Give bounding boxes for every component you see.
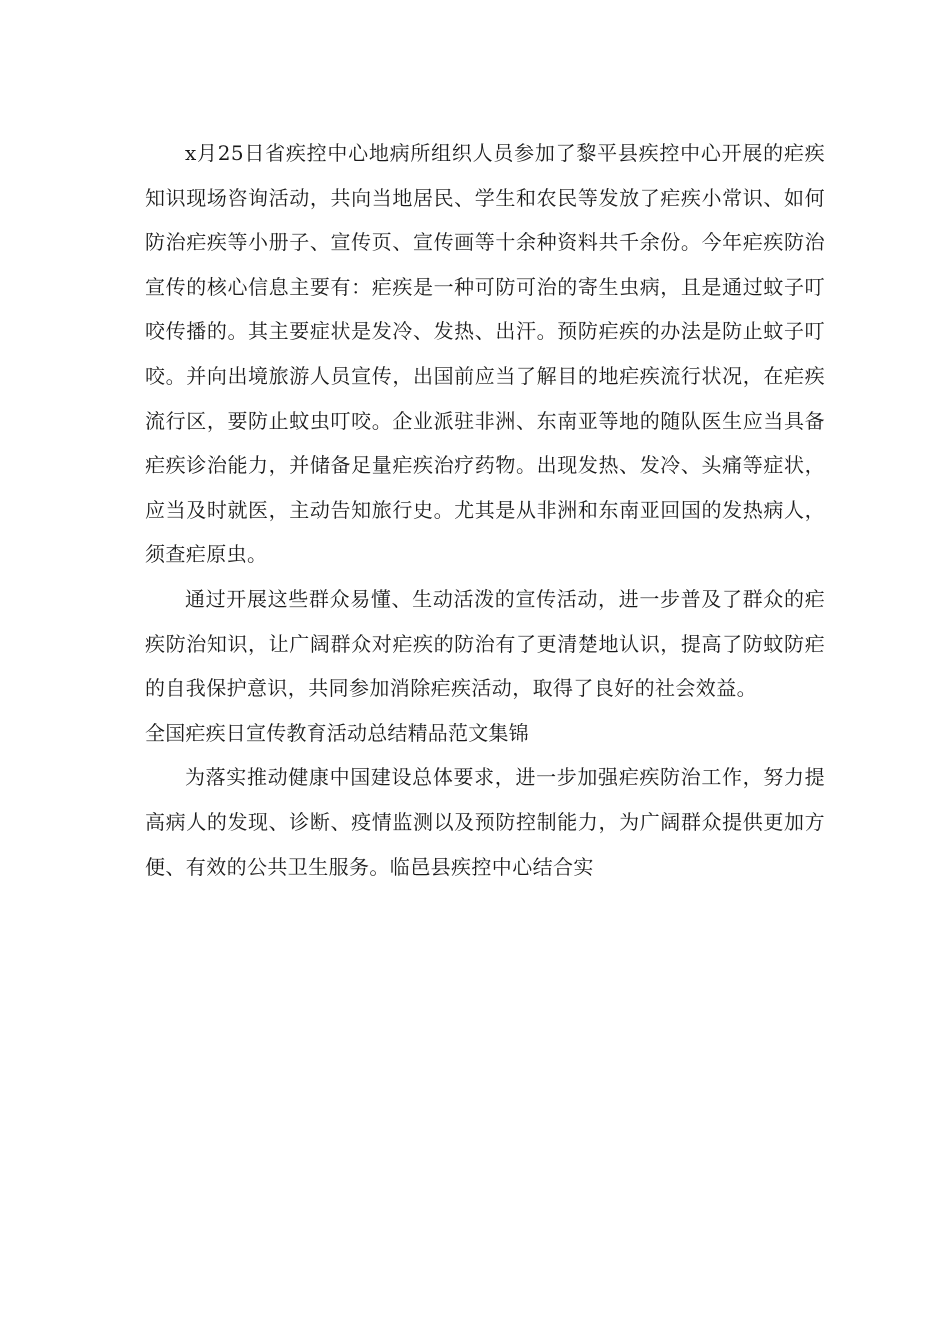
- document-body: [145, 131, 825, 889]
- section-heading: 全国疟疾日宣传教育活动总结精品范文集锦: [145, 720, 529, 745]
- paragraph-campaign-results: 通过开展这些群众易懂、生动活泼的宣传活动，进一步普及了群众的疟疾防治知识，让广阔群众对疟疾的防治有了更清楚地认识，提高了防蚊防疟的自我保护意识，共同参加消除疟疾活动，取得了良好的社会效益。: [145, 586, 825, 701]
- paragraph-linyi-intro: 为落实推动健康中国建设总体要求，进一步加强疟疾防治工作，努力提高病人的发现、诊断、疫情监测以及预防控制能力，为广阔群众提供更加方便、有效的公共卫生服务。临邑县疾控中心结合实: [145, 765, 825, 879]
- paragraph-malaria-consultation: x月25日省疾控中心地病所组织人员参加了黎平县疾控中心开展的疟疾知识现场咨询活动，共向当地居民、学生和农民等发放了疟疾小常识、如何防治疟疾等小册子、宣传页、宣传画等十余种资料共千余份。今年疟疾防治宣传的核心信息主要有：疟疾是一种可防可治的寄生虫病，且是通过蚊子叮咬传播的。其主要症状是发冷、发热、出汗。预防疟疾的办法是防止蚊子叮咬。并向出境旅游人员宣传，出国前应当了解目的地疟疾流行状况，在疟疾流行区，要防止蚊虫叮咬。企业派驻非洲、东南亚等地的随队医生应当具备疟疾诊治能力，并储备足量疟疾治疗药物。出现发热、发冷、头痛等症状，应当及时就医，主动告知旅行史。尤其是从非洲和东南亚回国的发热病人，须查疟原虫。: [145, 141, 825, 567]
